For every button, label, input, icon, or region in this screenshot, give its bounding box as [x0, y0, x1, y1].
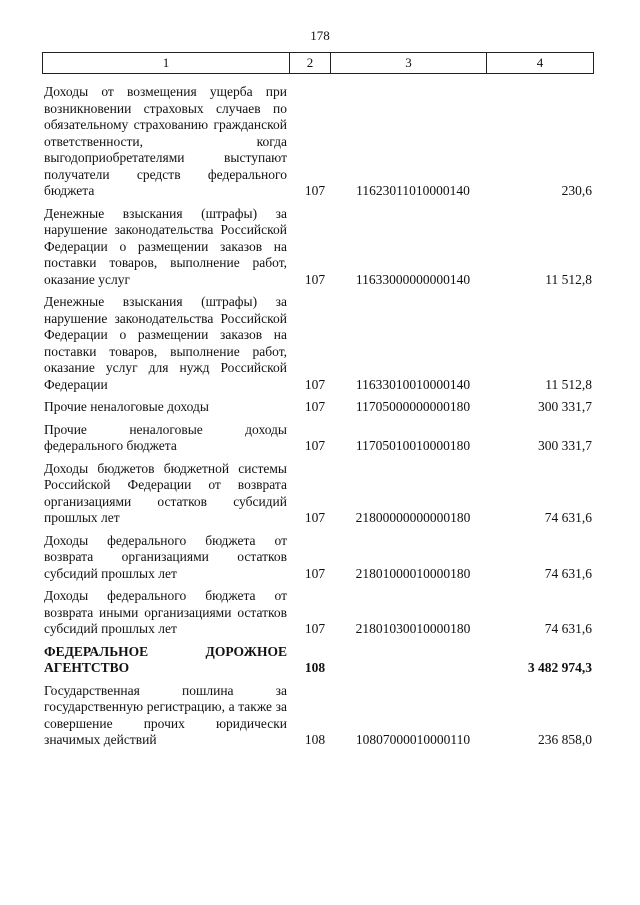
row-chapter: 107: [304, 621, 326, 636]
row-chapter: 107: [304, 271, 326, 287]
header-col-3: 3: [331, 53, 487, 73]
row-amount: 3 482 974,3: [527, 660, 592, 675]
row-description: Денежные взыскания (штрафы) за нарушение законодательства Российской Федерации о размещении заказов на поставки товаров, выполнение работ, оказание услуг: [44, 205, 287, 287]
row-amount: 236 858,0: [538, 732, 592, 747]
row-code: 11705000000000180: [355, 399, 471, 414]
row-chapter: 107: [304, 438, 326, 453]
table-row-agency: [0, 644, 640, 677]
table-row: [0, 422, 640, 455]
row-amount: 300 331,7: [538, 399, 592, 414]
table-row: [0, 588, 640, 638]
table-row: [0, 461, 640, 527]
row-amount: 11 512,8: [545, 271, 592, 287]
row-description: Доходы федерального бюджета от возврата организациями остатков субсидий прошлых лет: [44, 532, 287, 581]
row-description: Прочие неналоговые доходы: [44, 399, 209, 414]
row-amount: 300 331,7: [538, 438, 592, 453]
header-col-2: 2: [290, 53, 331, 73]
row-description: Государственная пошлина за государственную регистрацию, а также за совершение прочих юридически значимых действий: [44, 682, 287, 747]
row-code: 11705010010000180: [355, 438, 471, 453]
row-amount: 230,6: [561, 183, 592, 198]
row-code: 10807000010000110: [355, 732, 471, 747]
page-number: 178: [310, 28, 330, 43]
row-chapter: 107: [304, 510, 326, 525]
row-description: Доходы бюджетов бюджетной системы Российской Федерации от возврата организациями остатков субсидий прошлых лет: [44, 460, 287, 525]
row-description: Доходы от возмещения ущерба при возникновении страховых случаев по обязательному страхованию гражданской ответственности, когда выгодоприобретателями выступают получатели средств федерального бюджета: [44, 84, 287, 198]
row-code: 21801030010000180: [355, 621, 471, 636]
table-header: [42, 52, 594, 74]
row-description: Прочие неналоговые доходы федерального бюджета: [44, 421, 287, 453]
row-amount: 74 631,6: [544, 565, 592, 581]
table-row: [0, 683, 640, 749]
row-code: 11633010010000140: [355, 376, 471, 392]
row-chapter: 107: [304, 399, 326, 414]
row-amount: 74 631,6: [544, 510, 592, 525]
row-amount: 74 631,6: [544, 621, 592, 636]
table-row: [0, 294, 640, 393]
header-col-1: 1: [43, 53, 290, 73]
row-chapter: 107: [304, 183, 326, 198]
table-body: [0, 84, 640, 755]
row-chapter: 108: [304, 660, 326, 675]
table-row: [0, 206, 640, 289]
table-row: [0, 533, 640, 583]
row-chapter: 108: [304, 732, 326, 747]
row-chapter: 107: [304, 565, 326, 581]
header-col-4: 4: [536, 55, 544, 70]
row-chapter: 107: [304, 376, 326, 392]
row-description: Денежные взыскания (штрафы) за нарушение законодательства Российской Федерации о размещении заказов на поставки товаров, выполнение работ, оказание услуг для нужд Российской Федерации: [44, 294, 287, 392]
row-description: ФЕДЕРАЛЬНОЕ ДОРОЖНОЕ АГЕНТСТВО: [44, 643, 287, 675]
row-code: 11633000000000140: [355, 271, 471, 287]
table-row: [0, 399, 640, 416]
row-code: 11623011010000140: [356, 183, 470, 198]
row-code: 21801000010000180: [355, 565, 471, 581]
row-description: Доходы федерального бюджета от возврата иными организациями остатков субсидий прошлых лет: [44, 588, 287, 636]
row-amount: 11 512,8: [545, 376, 592, 392]
row-code: 21800000000000180: [355, 510, 471, 525]
table-row: [0, 84, 640, 200]
